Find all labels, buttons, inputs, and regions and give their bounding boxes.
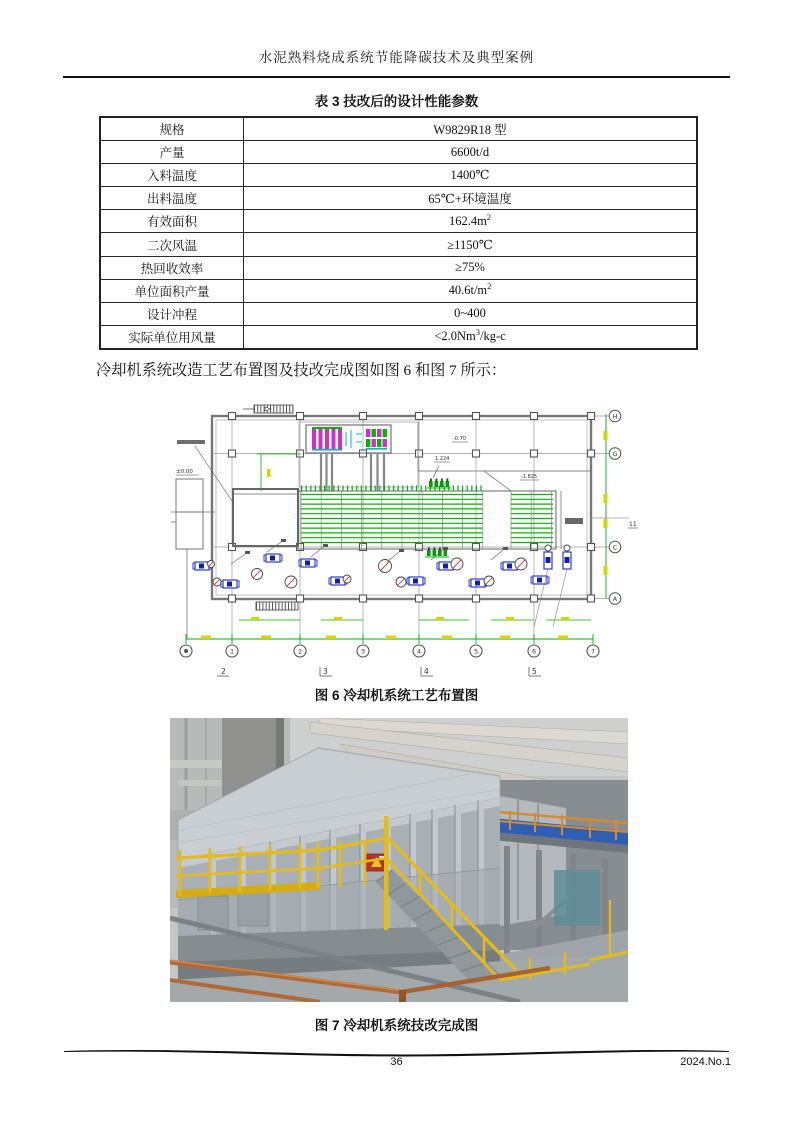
table-title: 表 3 技改后的设计性能参数 xyxy=(314,94,479,109)
row-label: 入料温度 xyxy=(100,164,244,187)
row-value: $162.4m^2$ xyxy=(244,210,698,233)
svg-text:7: 7 xyxy=(590,647,596,656)
issue-label: 2024.No.1 xyxy=(680,1056,731,1068)
grate-rails xyxy=(301,491,553,549)
figure7-caption: 图 7 冷却机系统技改完成图 xyxy=(314,1018,479,1033)
cooling-fan-motors xyxy=(193,539,571,627)
row-label: 出料温度 xyxy=(100,187,244,210)
svg-text:3: 3 xyxy=(360,647,366,656)
access-door xyxy=(238,892,268,926)
row-label: 有效面积 xyxy=(100,210,244,233)
row-value: 1400℃ xyxy=(244,164,698,187)
hatch-bar-top xyxy=(243,405,293,413)
duct-pipes xyxy=(321,453,384,491)
left-structures xyxy=(171,479,215,639)
row-value: 65℃+环境温度 xyxy=(244,187,698,210)
svg-text:C: C xyxy=(612,544,618,552)
table-row xyxy=(100,187,697,210)
table-row xyxy=(100,256,697,279)
table-row xyxy=(100,210,697,233)
figure6-caption: 图 6 冷却机系统工艺布置图 xyxy=(314,688,479,703)
column-squares xyxy=(229,413,595,603)
figure7-photo xyxy=(170,718,628,1002)
page-header-title: 水泥熟料烧成系统节能降碳技术及典型案例 xyxy=(258,50,535,65)
svg-text:5: 5 xyxy=(473,647,479,656)
row-label: 规格 xyxy=(100,117,244,141)
table-row xyxy=(100,164,697,187)
dimension-lines xyxy=(186,414,608,644)
table-row xyxy=(100,233,697,256)
figure6-cad-drawing xyxy=(171,394,649,684)
svg-text:11: 11 xyxy=(629,521,637,528)
row-value: ≥1150℃ xyxy=(244,233,698,256)
page-number: 36 xyxy=(390,1056,403,1068)
svg-text:-0.70: -0.70 xyxy=(453,436,466,442)
axis-circles-bottom xyxy=(180,645,599,657)
svg-text:H: H xyxy=(612,413,618,421)
row-label: 实际单位用风量 xyxy=(100,325,244,349)
row-value: $40.6t/m^2$ xyxy=(244,279,698,302)
svg-text:1.224: 1.224 xyxy=(435,456,450,462)
body-paragraph: 冷却机系统改造工艺布置图及技改完成图如图 6 和图 7 所示： xyxy=(96,362,507,379)
svg-text:2: 2 xyxy=(297,647,303,656)
fan-bank-magenta xyxy=(312,427,342,451)
svg-text:A: A xyxy=(612,595,618,603)
row-label: 单位面积产量 xyxy=(100,279,244,302)
table-row xyxy=(100,279,697,302)
elevation-label: ±0.00 xyxy=(176,469,193,475)
warning-sign xyxy=(366,854,387,871)
valve-cluster xyxy=(346,430,362,448)
table-row xyxy=(100,325,697,349)
row-label: 热回收效率 xyxy=(100,256,244,279)
table-row xyxy=(100,117,697,141)
header-rule xyxy=(63,76,730,78)
svg-text:3: 3 xyxy=(323,667,328,676)
row-value: W9829R18 型 xyxy=(244,117,698,141)
section-marks xyxy=(217,667,541,676)
axis-circles-right xyxy=(609,410,621,604)
svg-text:2: 2 xyxy=(221,667,226,676)
row-value: ≥75% xyxy=(244,256,698,279)
fan-bank-right xyxy=(366,429,387,450)
hatch-bar-bottom xyxy=(256,602,298,610)
spec-table xyxy=(99,116,698,350)
row-value: $<2.0Nm^3/kg-c$ xyxy=(244,325,698,349)
svg-text:5: 5 xyxy=(532,667,537,676)
row-label: 设计冲程 xyxy=(100,302,244,325)
row-label: 二次风温 xyxy=(100,233,244,256)
leader-label-smudge xyxy=(177,440,205,444)
table-row xyxy=(100,302,697,325)
bottle-cluster-top xyxy=(427,466,451,488)
table-row xyxy=(100,141,697,164)
row-value: 6600t/d xyxy=(244,141,698,164)
svg-text:G: G xyxy=(612,450,618,458)
svg-text:4: 4 xyxy=(416,647,422,656)
svg-text:4: 4 xyxy=(424,667,429,676)
svg-text:-1.825: -1.825 xyxy=(521,474,538,480)
right-room-label-smudge xyxy=(565,518,583,524)
teal-equipment xyxy=(554,870,600,926)
svg-text:6: 6 xyxy=(531,647,537,656)
row-value: 0~400 xyxy=(244,302,698,325)
fan-room xyxy=(299,422,418,491)
svg-text:1: 1 xyxy=(229,647,235,656)
kiln-hood xyxy=(177,440,298,546)
row-label: 产量 xyxy=(100,141,244,164)
